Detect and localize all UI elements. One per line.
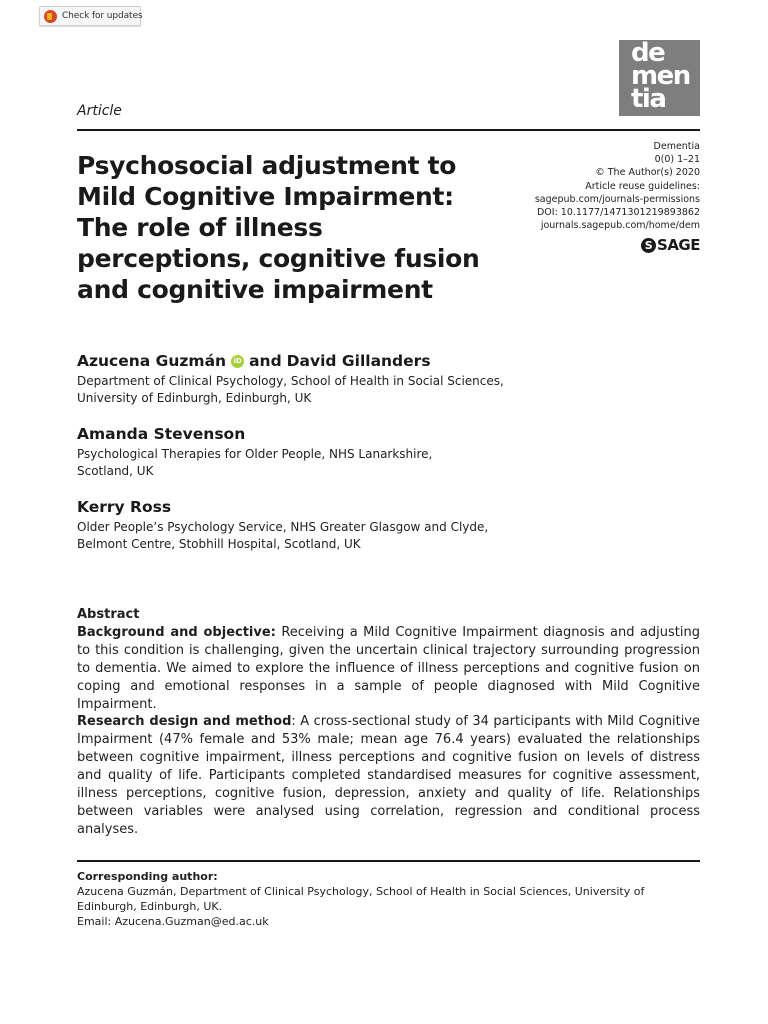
journal-logo-line: men	[631, 61, 690, 91]
header-divider	[77, 129, 700, 131]
corresponding-email[interactable]: Email: Azucena.Guzman@ed.ac.uk	[77, 915, 269, 928]
affiliation-line: Belmont Centre, Stobhill Hospital, Scotland, UK	[77, 536, 361, 551]
author-line	[77, 352, 431, 370]
journal-logo	[619, 40, 700, 116]
corresponding-address: Azucena Guzmán, Department of Clinical Psychology, School of Health in Social Sciences, University of Edinburgh, Edinburgh, UK.	[77, 885, 645, 913]
affiliation-line: Older People’s Psychology Service, NHS Greater Glasgow and Clyde,	[77, 520, 489, 534]
author-affiliation	[77, 519, 488, 552]
journal-name: Dementia	[653, 141, 700, 152]
copyright: © The Author(s) 2020	[595, 167, 700, 179]
author-affiliation	[77, 446, 432, 479]
corresponding-label: Corresponding author:	[77, 870, 218, 883]
reuse-label: Article reuse guidelines:	[585, 180, 700, 192]
paper-title: Psychosocial adjustment to Mild Cognitive Impairment: The role of illness perceptions, cognitive fusion and cognitive impairment	[77, 151, 480, 304]
check-for-updates-badge[interactable]	[39, 6, 141, 26]
corresponding-author	[77, 869, 700, 929]
background-text: Receiving a Mild Cognitive Impairment diagnosis and adjusting to this condition is challenging, given the uncertain clinical trajectory surrounding progression to dementia. We aimed to explore the influence of illness perceptions and cognitive fusion on coping and emotional responses in a sample of people diagnosed with Mild Cognitive Impairment.	[77, 624, 700, 712]
crossmark-icon	[44, 10, 57, 23]
check-for-updates-label: Check for updates	[62, 11, 143, 21]
issue-pages: 0(0) 1–21	[654, 154, 700, 166]
reuse-link[interactable]: sagepub.com/journals-permissions	[534, 193, 700, 205]
author-name[interactable]: Kerry Ross	[77, 498, 172, 516]
affiliation-line: Psychological Therapies for Older People, NHS Lanarkshire,	[77, 447, 433, 461]
design-text: : A cross-sectional study of 34 participants with Mild Cognitive Impairment (47% female and 53% male; mean age 76.4 years) evaluated the relationships between cognitive impairment, illness perceptions and cognitive fusion on levels of distress and quality of life. Participants completed standardised measures for cognitive assessment, illness perceptions, cognitive fusion, depression, anxiety and quality of life. Relationships between variables were analysed using correlation, regression and conditional process analyses.	[77, 714, 700, 837]
background-heading: Background and objective:	[77, 624, 276, 640]
footnote-divider	[77, 860, 700, 862]
abstract-design	[77, 713, 700, 838]
author-name[interactable]: David Gillanders	[286, 352, 431, 370]
journal-logo-line: tia	[631, 84, 666, 114]
affiliation-line: Scotland, UK	[77, 463, 154, 478]
design-heading: Research design and method	[77, 714, 292, 730]
author-connector: and	[249, 352, 282, 370]
abstract-heading: Abstract	[77, 607, 140, 622]
orcid-icon[interactable]: iD	[231, 355, 244, 368]
article-type: Article	[77, 103, 122, 119]
publication-meta	[535, 140, 700, 232]
abstract	[77, 606, 700, 839]
affiliation-line: Department of Clinical Psychology, School of Health in Social Sciences,	[77, 374, 504, 388]
journal-link[interactable]: journals.sagepub.com/home/dem	[540, 220, 700, 232]
author-line	[77, 498, 171, 516]
publisher-name: SAGE	[657, 236, 700, 254]
affiliation-line: University of Edinburgh, Edinburgh, UK	[77, 390, 312, 405]
author-line	[77, 425, 245, 443]
author-name[interactable]: Amanda Stevenson	[77, 425, 246, 443]
abstract-background	[77, 624, 700, 714]
author-affiliation	[77, 373, 504, 406]
sage-logo-icon: S	[641, 238, 656, 253]
publisher-logo	[641, 236, 700, 254]
journal-logo-line: de	[631, 38, 665, 68]
author-name[interactable]: Azucena Guzmán	[77, 352, 227, 370]
doi[interactable]: DOI: 10.1177/1471301219893862	[536, 207, 700, 219]
